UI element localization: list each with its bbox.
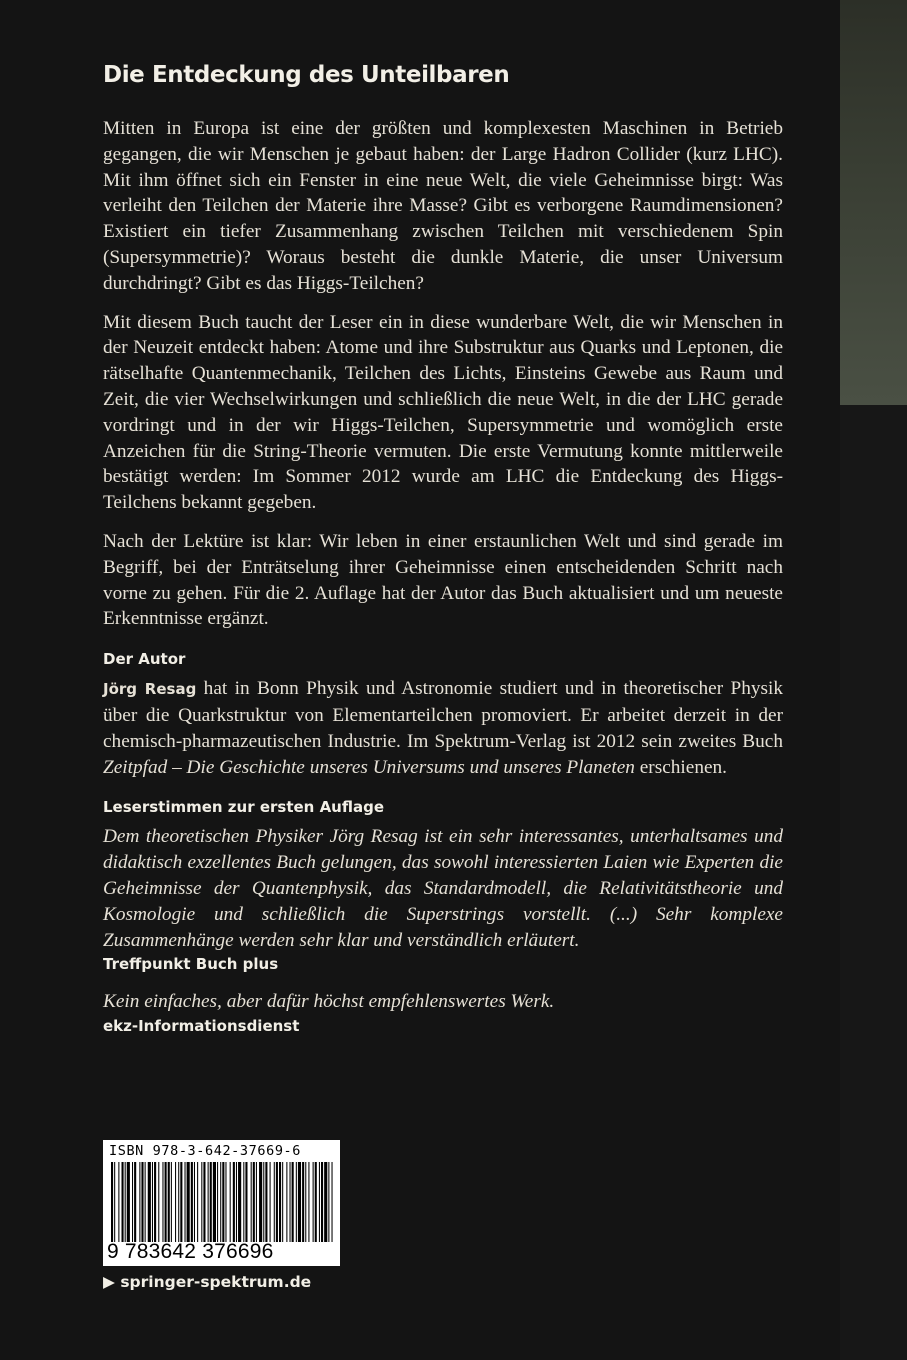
barcode-bar (220, 1162, 221, 1242)
review-quote-1: Dem theoretischen Physiker Jörg Resag ist ein sehr interessantes, unterhaltsames und didaktisch exzellentes Buch gelungen, das sowohl interessierten Laien wie Experten die Geheimnisse der Quantenphysik, das Standardmodell, die Relativitätstheorie und Kosmologie und schließlich die Superstrings vorstellt. (...) Sehr komplexe Zusammenhänge werden sehr klar und verständlich erläutert. (103, 826, 783, 951)
spine-edge-lower (840, 405, 907, 1360)
blurb-paragraph-3: Nach der Lektüre ist klar: Wir leben in einer erstaunlichen Welt und sind gerade im Begriff, bei der Enträtselung ihrer Geheimnisse einen entscheidenden Schritt nach vorne zu gehen. Für die 2. Auflage hat der Autor das Buch aktualisiert und um neueste Erkenntnisse ergänzt. (103, 530, 783, 630)
barcode-bar (178, 1162, 179, 1242)
barcode-bar (213, 1162, 216, 1242)
barcode-bar (270, 1162, 271, 1242)
barcode-bar (315, 1162, 317, 1242)
barcode-bar (313, 1162, 314, 1242)
blurb-paragraph-1: Mitten in Europa ist eine der größten und komplexesten Maschinen in Betrieb gegangen, die wir Menschen je gebaut haben: der Large Hadron Collider (kurz LHC). Mit ihm öffnet sich ein Fenster in eine neue Welt, die viele Geheimnisse birgt: Was verleiht den Teilchen der Materie ihre Masse? Gibt es verborgene Raumdimensionen? Existiert ein tiefer Zusammenhang zwischen Teilchen mit verschiedenem Spin (Supersymmetrie)? Woraus besteht die dunkle Materie, die unser Universum durchdringt? Gibt es das Higgs-Teilchen? (103, 118, 783, 294)
barcode-bar (321, 1162, 323, 1242)
isbn-number: ISBN 978-3-642-37669-6 (109, 1143, 302, 1159)
barcode-bar (290, 1162, 291, 1242)
barcode-bar (238, 1162, 241, 1242)
barcode-bar (243, 1162, 244, 1242)
barcode-bar (203, 1162, 205, 1242)
review-source-1: Treffpunkt Buch plus (103, 955, 279, 974)
barcode-bar (324, 1162, 327, 1242)
barcode-bar (194, 1162, 195, 1242)
barcode-bar (251, 1162, 252, 1242)
barcode-bar (132, 1162, 133, 1242)
barcode-bar (139, 1162, 140, 1242)
barcode-bar (253, 1162, 255, 1242)
barcode-bar (118, 1162, 119, 1242)
barcode-bar (168, 1162, 170, 1242)
author-bio-text-2: erschienen. (634, 756, 727, 778)
barcode-bar (222, 1162, 224, 1242)
blurb-paragraph-2: Mit diesem Buch taucht der Leser ein in diese wunderbare Welt, die wir Menschen in der Neuzeit entdeckt haben: Atome und ihre Substruktur aus Quarks und Leptonen, die rätselhafte Quantenmechanik, Teilchen des Lichts, Einsteins Gewebe aus Raum und Zeit, die vier Wechselwirkungen und schließlich die neue Welt, in die der LHC gerade vordringt und in der wir Higgs-Teilchen, Supersymmetrie und womöglich erste Anzeichen für die String-Theorie vermuten. Die erste Vermutung konnte mittlerweile bestätigt werden: Im Sommer 2012 wurde am LHC die Entdeckung des Higgs-Teilchens bekannt gegeben. (103, 311, 783, 514)
barcode-bar (191, 1162, 193, 1242)
barcode-bar (171, 1162, 172, 1242)
publisher-website: ▶ springer-spektrum.de (103, 1273, 312, 1291)
author-bio (103, 676, 783, 780)
barcode-bar (265, 1162, 267, 1242)
isbn-barcode (103, 1140, 340, 1266)
barcode-bar (154, 1162, 156, 1242)
barcode-bar (292, 1162, 294, 1242)
barcode-bar (230, 1162, 231, 1242)
barcode-bar (122, 1162, 124, 1242)
barcode-bar (328, 1162, 329, 1242)
barcode-bar (201, 1162, 202, 1242)
barcode-bar (152, 1162, 153, 1242)
barcode-bar (127, 1162, 130, 1242)
barcode-bar (282, 1162, 283, 1242)
spine-edge (840, 0, 907, 405)
barcode-bar (236, 1162, 237, 1242)
author-bio-text-1: hat in Bonn Physik und Astronomie studiert und in theoretischer Physik über die Quarkstruktur von Elementarteilchen promoviert. Er arbeitet derzeit in der chemisch-pharmazeutischen Industrie. Im Spektrum-Verlag ist 2012 sein zweites Buch (103, 678, 783, 752)
barcode-bar (286, 1162, 287, 1242)
barcode-bar (148, 1162, 151, 1242)
barcode-bar (180, 1162, 182, 1242)
barcode-bar (141, 1162, 143, 1242)
barcode-bar (111, 1162, 113, 1242)
barcode-bar (210, 1162, 212, 1242)
barcode-bar (305, 1162, 306, 1242)
barcode-bar (217, 1162, 218, 1242)
barcode-bar (256, 1162, 257, 1242)
barcode-bar (197, 1162, 198, 1242)
barcode-bar (245, 1162, 247, 1242)
barcode-bar (279, 1162, 281, 1242)
barcode-bar (296, 1162, 297, 1242)
barcode-bar (332, 1162, 333, 1242)
author-name: Jörg Resag (103, 680, 197, 699)
barcode-bar (145, 1162, 146, 1242)
author-heading: Der Autor (103, 650, 186, 669)
barcode-bar (185, 1162, 186, 1242)
barcode-bar (225, 1162, 226, 1242)
author-other-book: Zeitpfad – Die Geschichte unseres Universums und unseres Planeten (103, 756, 635, 778)
ean-number: 9 783642 376696 (107, 1240, 274, 1263)
barcode-bar (274, 1162, 275, 1242)
barcode-bar (165, 1162, 167, 1242)
barcode-bar (319, 1162, 320, 1242)
barcode-bar (162, 1162, 163, 1242)
barcode-bar (158, 1162, 159, 1242)
book-title: Die Entdeckung des Unteilbaren (103, 62, 510, 88)
barcode-bar (125, 1162, 126, 1242)
barcode-bar (298, 1162, 301, 1242)
barcode-bar (187, 1162, 190, 1242)
barcode-bar (175, 1162, 176, 1242)
barcode-bar (259, 1162, 262, 1242)
barcode-bar (233, 1162, 235, 1242)
barcode-bar (302, 1162, 304, 1242)
review-quote-2: Kein einfaches, aber dafür höchst empfehlenswertes Werk. (103, 991, 555, 1013)
reviews-heading: Leserstimmen zur ersten Auflage (103, 798, 385, 817)
barcode-bar (114, 1162, 115, 1242)
back-cover-text (103, 62, 783, 1051)
barcode-bars (109, 1162, 334, 1242)
review-source-2: ekz-Informationsdienst (103, 1017, 300, 1036)
barcode-bar (276, 1162, 278, 1242)
barcode-bar (308, 1162, 309, 1242)
barcode-bar (134, 1162, 136, 1242)
barcode-bar (208, 1162, 209, 1242)
barcode-bar (263, 1162, 264, 1242)
